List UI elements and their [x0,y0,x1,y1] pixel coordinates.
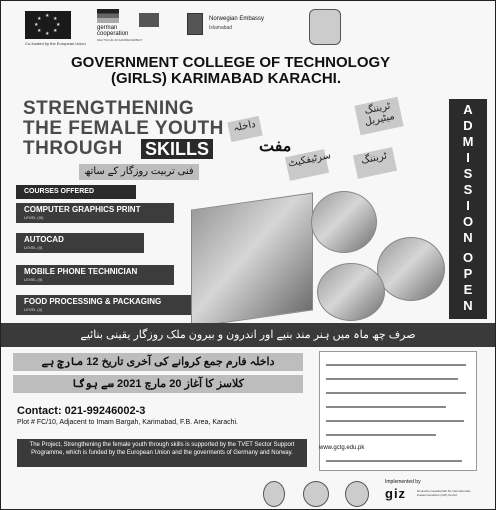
requirements-box [319,351,477,471]
college-title-line1: GOVERNMENT COLLEGE OF TECHNOLOGY [71,54,391,71]
course-name: COMPUTER GRAPHICS PRINT [24,205,141,214]
logo-strip [1,1,495,49]
german-cooperation-logo [97,9,161,42]
course-level: LEVEL (III) [24,215,44,220]
college-title-line2: (GIRLS) KARIMABAD KARACHI. [111,70,341,87]
badge-training: ٹریننگ [353,147,397,179]
course-item [16,295,199,315]
pakistan-emblem-icon [309,9,341,45]
requirement-line [326,460,462,462]
deadline-row: داخلہ فارم جمع کروانے کی آخری تاریخ 12 مارچ ہے [13,353,303,371]
course-name: FOOD PROCESSING & PACKAGING [24,297,162,306]
seal-logo-2 [303,481,329,507]
admission-letter: E [463,282,473,297]
headline-line3: THROUGH [23,138,123,159]
requirement-line [326,406,446,408]
admission-letter: P [463,266,473,281]
badge-training-material: ٹریننگ میٹیریل [354,97,403,135]
giz-logo: giz [385,486,407,501]
implemented-by-label: Implemented by [385,479,421,485]
course-level: LEVEL (II) [24,277,43,282]
badge-certificate: سرٹیفکیٹ [285,149,329,181]
contact-phone: Contact: 021-99246002-3 [17,405,146,417]
admission-letter: N [463,230,473,245]
giz-full-name: Deutsche Gesellschaft für Internationale Zusammenarbeit (GIZ) GmbH [417,489,471,497]
laptop-photo [191,192,313,327]
requirement-line [326,364,466,366]
admission-open-banner [449,99,487,319]
classes-start-row: کلاسز کا آغاز 20 مارچ 2021 سے ہوگا [13,375,303,393]
admission-letter: A [463,102,473,117]
requirement-line [326,378,458,380]
seal-logo-3 [345,481,369,507]
website-link[interactable]: www.gctg.edu.pk [319,445,365,451]
norway-embassy-name: Norwegian Embassy [209,16,265,22]
deutsche-label: DEUTSCHE ZUSAMMENARBEIT [97,38,143,42]
seal-logo-1 [263,481,285,507]
admission-letter: O [462,250,474,265]
admission-letter: M [462,134,474,149]
course-item [16,203,174,223]
course-item [16,233,144,253]
course-name: MOBILE PHONE TECHNICIAN [24,267,138,276]
cooperation-label: cooperation [97,31,129,37]
phone-repair-photo [377,237,445,301]
course-level: LEVEL (II) [24,245,43,250]
urdu-tagline: فنی تربیت روزگار کے ساتھ [79,164,199,180]
contact-address: Plot # FC/10, Adjacent to Imam Bargah, Karimabad, F.B. Area, Karachi. [17,419,238,426]
admission-letter: I [466,150,470,165]
requirement-line [326,420,464,422]
admission-letter: D [463,118,473,133]
admission-letter: S [463,166,473,181]
admission-letter: O [462,214,474,229]
food-processing-photo [317,263,385,321]
requirement-line [326,392,466,394]
admission-letter: S [463,182,473,197]
eu-caption: Co-funded by the European Union [25,41,86,46]
course-level: LEVEL (II) [24,307,43,312]
admission-letter: N [463,298,473,313]
project-statement: The Project, Strengthening the female youth through skills is supported by the TVET Sector Support Programme, which is funded by the European Union and the goverments of Germany and Norway. [17,439,307,467]
norway-embassy-city: Islamabad [209,25,233,31]
norway-crest-icon [187,13,203,35]
courses-offered-header: COURSES OFFERED [16,185,136,199]
headline-line1: STRENGTHENING [23,98,195,119]
badge-admission: داخلہ [227,116,262,142]
admission-letter: I [466,198,470,213]
course-name: AUTOCAD [24,235,64,244]
pakistan-flag-icon [139,13,159,27]
headline-line2: THE FEMALE YOUTH [23,118,224,139]
germany-flag-icon [97,9,119,23]
requirement-line [326,434,436,436]
german-label: german [97,25,118,31]
free-label: مفت [259,138,292,155]
eu-flag-logo: ★ ★ ★ ★ ★ ★ ★ ★ [25,11,71,39]
skills-highlight: SKILLS [141,139,213,159]
urdu-banner: صرف چھ ماہ میں ہنر مند بنیے اور اندرون و بیرون ملک روزگار یقینی بنائیے [1,323,495,347]
cad-screen-photo [311,191,377,253]
course-item [16,265,174,285]
